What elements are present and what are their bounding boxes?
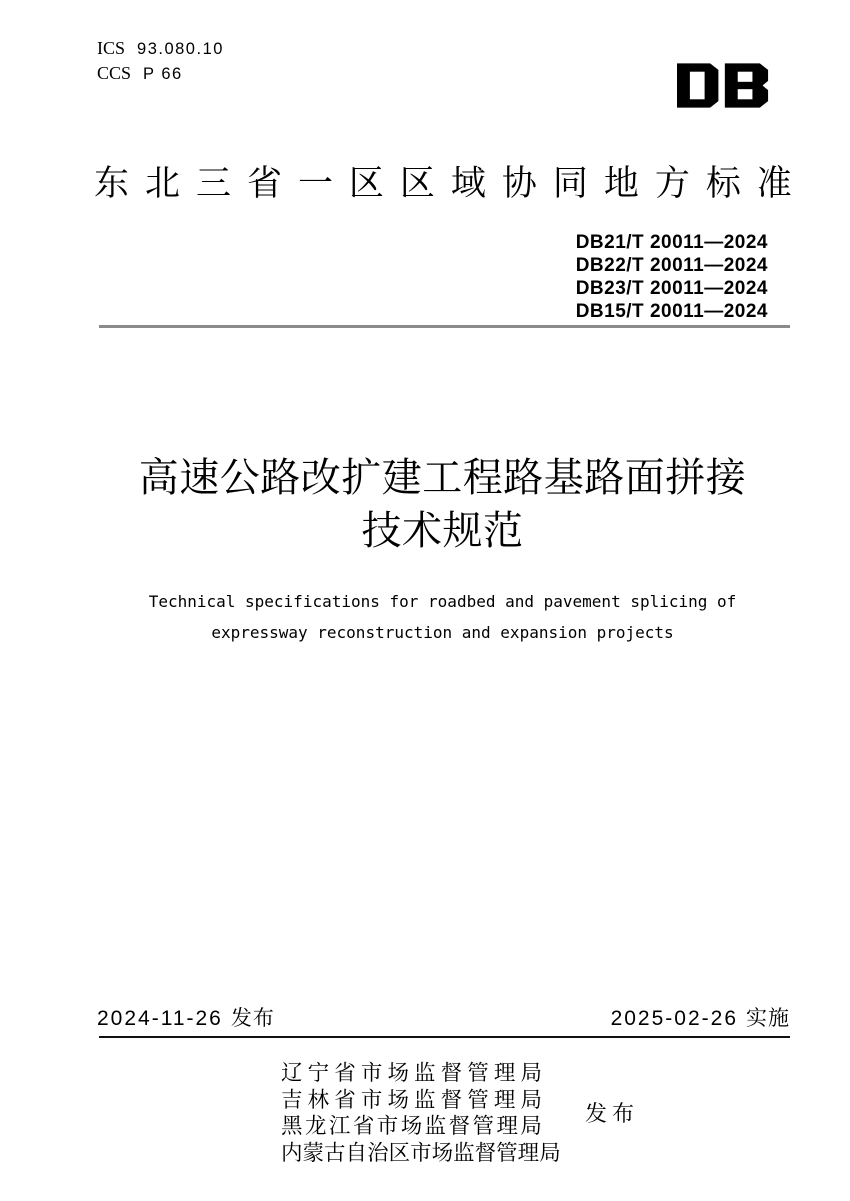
english-title-line1: Technical specifications for roadbed and pavement splicing of <box>148 592 737 611</box>
db-logo-icon <box>677 62 769 109</box>
document-title <box>95 452 790 558</box>
publisher-item: 黑 龙 江 省 市 场 监 督 管 理 局 <box>281 1114 542 1138</box>
ccs-code-row <box>97 61 224 86</box>
standard-number: DB22/T 20011—2024 <box>575 255 768 276</box>
issue-date-value: 2024-11-26 <box>97 1007 223 1030</box>
standard-number: DB23/T 20011—2024 <box>575 278 768 299</box>
ics-label: ICS <box>97 38 126 58</box>
implementation-date-value: 2025-02-26 <box>610 1007 738 1030</box>
publisher-item: 辽 宁 省 市 场 监 督 管 理 局 <box>281 1061 542 1085</box>
publisher-item: 内 蒙 古 自 治 区 市 场 监 督 管 理 局 <box>281 1140 561 1165</box>
english-title-line2: expressway reconstruction and expansion projects <box>211 623 674 642</box>
document-title-english <box>60 586 825 648</box>
ccs-value: P 66 <box>143 65 183 83</box>
header-divider <box>99 325 790 328</box>
ics-code-row <box>97 36 224 61</box>
standard-numbers <box>576 231 768 323</box>
standard-number: DB15/T 20011—2024 <box>575 301 768 322</box>
ics-value: 93.080.10 <box>137 40 224 58</box>
document-title-line2: 技术规范 <box>361 509 524 553</box>
issue-date <box>97 1006 275 1032</box>
publisher-item: 吉 林 省 市 场 监 督 管 理 局 <box>281 1087 542 1112</box>
date-row <box>97 1006 790 1032</box>
regional-standard-title: 东 北 三 省 一 区 区 域 协 同 地 方 标 准 <box>94 164 792 203</box>
publishers-list <box>281 1060 561 1166</box>
implementation-date-label: 实施 <box>746 1007 790 1030</box>
ccs-label: CCS <box>97 63 132 83</box>
implementation-date <box>611 1006 790 1032</box>
db-logo <box>677 62 769 109</box>
standard-number: DB21/T 20011—2024 <box>575 232 768 253</box>
issue-date-label: 发布 <box>230 1007 275 1030</box>
publish-label: 发布 <box>585 1101 640 1126</box>
document-title-line1: 高速公路改扩建工程路基路面拼接 <box>138 456 747 500</box>
footer-divider <box>99 1036 790 1038</box>
classification-codes <box>97 36 224 86</box>
